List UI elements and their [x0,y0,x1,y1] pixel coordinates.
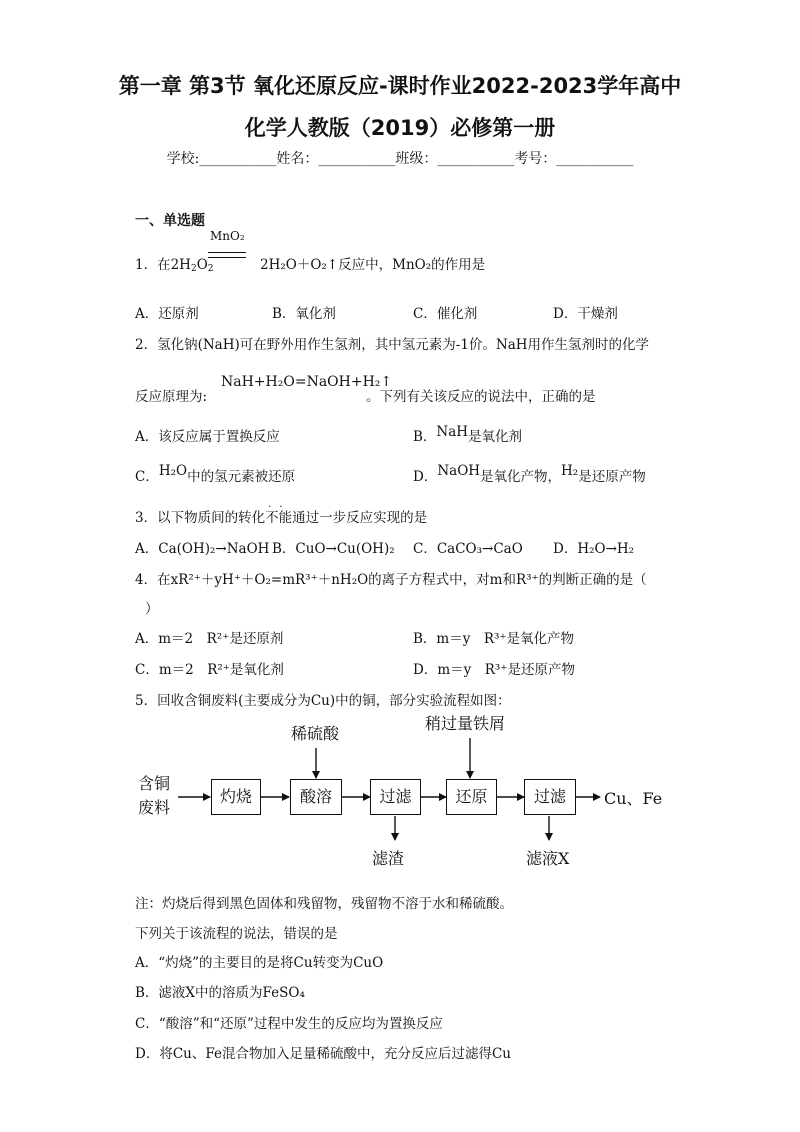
q4-option-d: D．m＝y R³⁺是还原产物 [413,662,575,678]
q3-emphasis-dots: ·· [268,502,291,513]
q2-line2-suffix: 。下列有关该反应的说法中，正确的是 [366,389,596,405]
q2-option-d-formula2: H₂ [561,463,579,479]
flow-step-dissolve: 酸溶 [290,779,342,815]
q1-mid1: O [196,257,208,273]
q1-option-c: C．催化剂 [413,306,478,322]
q2-option-d-text: 是还原产物 [578,469,646,485]
document-title-line2: 化学人教版（2019）必修第一册 [244,116,556,140]
q3-option-d: D．H₂O→H₂ [553,541,635,557]
q1-option-a: A．还原剂 [135,306,199,322]
q5-option-c: C．“酸溶”和“还原”过程中发生的反应均为置换反应 [135,1016,443,1032]
q1-prefix: 1．在2H [135,257,191,273]
q3-text-pre: 3．以下物质间的转化 [135,510,266,526]
q3-option-a: A．Ca(OH)₂→NaOH [135,541,270,557]
q5-option-d: D．将Cu、Fe混合物加入足量稀硫酸中，充分反应后过滤得Cu [135,1046,511,1062]
q2-option-b-prefix: B． [413,429,437,445]
flow-input-line2: 废料 [138,798,171,817]
q3-option-c: C．CaCO₃→CaO [413,541,523,557]
q2-equation: NaH+H₂O=NaOH+H₂↑ [221,374,393,390]
q3-option-b: B．CuO→Cu(OH)₂ [272,541,395,557]
q2-option-d-prefix: D． [413,469,438,485]
flow-step-filter2: 过滤 [524,779,576,815]
q1-catalyst-label: MnO₂ [210,229,245,243]
q1-equation-rest: 2H₂O＋O₂↑反应中，MnO₂的作用是 [260,257,486,273]
q5-stem: 下列关于该流程的说法，错误的是 [135,926,338,942]
question-2-line1: 2．氢化钠(NaH)可在野外用作生氢剂，其中氢元素为-1价。NaH用作生氢剂时的化学 [135,337,650,353]
q2-option-a: A．该反应属于置换反应 [135,429,280,445]
q2-option-b-text: 是氧化剂 [468,429,523,445]
flow-input-line1: 含铜 [138,774,171,793]
section-heading: 一、单选题 [135,213,205,229]
q1-option-b: B．氧化剂 [272,306,336,322]
q2-option-c-formula: H₂O [158,463,188,479]
q3-text-post: 通过一步反应实现的是 [292,510,428,526]
flow-residue: 滤渣 [372,849,405,868]
document-title-line1: 第一章 第3节 氧化还原反应-课时作业2022-2023学年高中 [118,74,682,98]
question-4-line1: 4．在xR²⁺＋yH⁺＋O₂=mR³⁺＋nH₂O的离子方程式中，对m和R³⁺的判断正确的是（ [135,572,647,588]
q1-sub1: 2 [190,264,197,274]
flow-filtrate-x: 滤液X [526,849,570,868]
flow-reagent-acid: 稀硫酸 [291,724,340,743]
flow-reagent-iron: 稍过量铁屑 [425,714,506,733]
q3-emphasis-text: 不能 [265,510,293,526]
question-4-line2: ） [145,601,159,617]
flow-output: Cu、Fe [604,789,663,808]
q5-option-b: B．滤液X中的溶质为FeSO₄ [135,985,305,1001]
q5-note: 注：灼烧后得到黑色固体和残留物，残留物不溶于水和稀硫酸。 [135,896,513,912]
q4-option-b: B．m＝y R³⁺是氧化产物 [413,631,575,647]
flow-step-filter1: 过滤 [370,779,421,815]
q2-option-b-formula: NaH [436,424,469,440]
q2-line2-prefix: 反应原理为: [135,389,208,405]
flow-step-reduce: 还原 [446,779,497,815]
q4-option-c: C．m＝2 R²⁺是氧化剂 [135,662,284,678]
student-info-line: 学校:___________姓名：___________班级：___________考号：___________ [166,151,634,167]
q2-option-c-prefix: C． [135,469,159,485]
q2-option-d-mid: 是氧化产物， [480,469,562,485]
q4-option-a: A．m＝2 R²⁺是还原剂 [135,631,284,647]
q5-option-a: A．“灼烧”的主要目的是将Cu转变为CuO [135,955,384,971]
q1-sub2: 2 [207,264,214,274]
q1-option-d: D．干燥剂 [553,306,618,322]
flow-step-roast: 灼烧 [211,779,261,815]
q2-option-c-text: 中的氢元素被还原 [187,469,296,485]
question-5-intro: 5．回收含铜废料(主要成分为Cu)中的铜，部分实验流程如图： [135,693,511,709]
q2-option-d-formula1: NaOH [437,463,481,479]
